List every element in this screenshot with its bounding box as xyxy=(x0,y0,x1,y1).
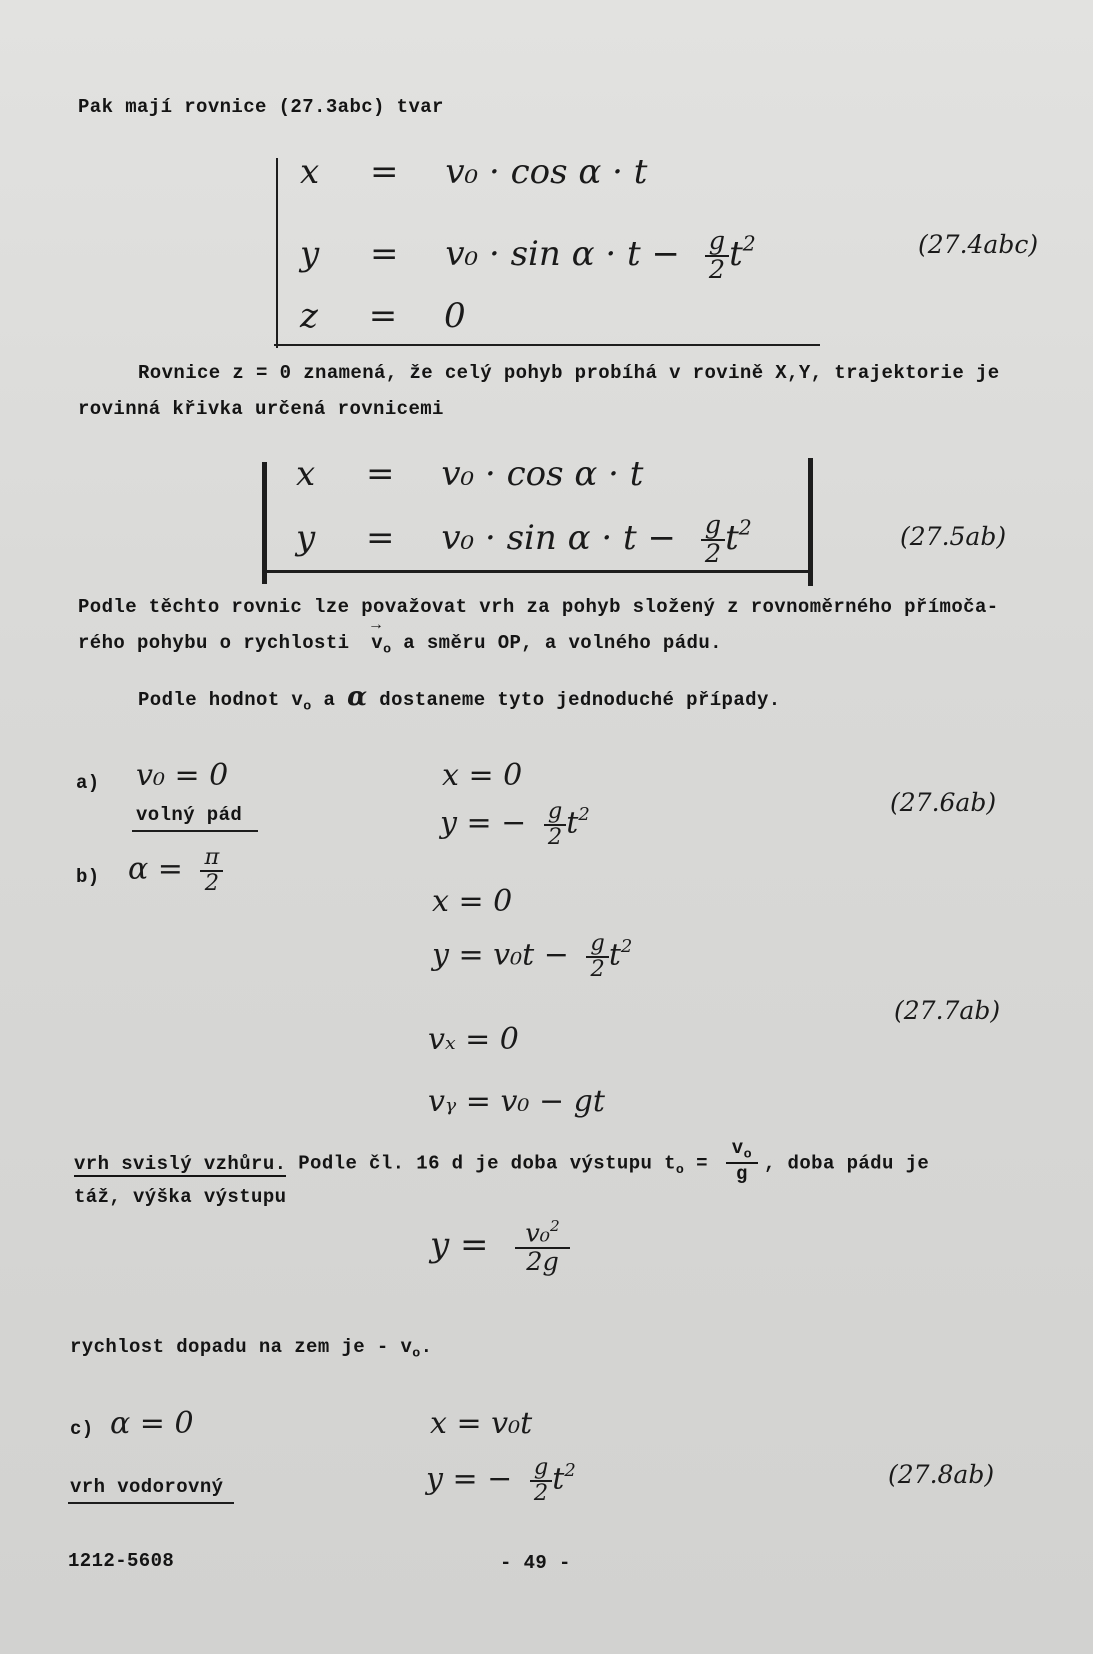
eq275-y-row: y = v₀ · sin α · t − $\frac{g}{2}$ $t^2$ xyxy=(296,510,752,569)
case-a-label: (27.6ab) xyxy=(890,788,997,817)
eq274-z-row xyxy=(300,296,466,336)
eq275-y-tail: t xyxy=(725,517,739,558)
case-c-marker: c) xyxy=(70,1418,94,1440)
p4-a: Podle čl. 16 d je doba výstupu t xyxy=(298,1152,676,1175)
p4-frac-num: v xyxy=(731,1137,744,1159)
p2-vector-v-sub: o xyxy=(383,641,392,657)
case-c-frac-num: g xyxy=(530,1456,552,1482)
eq275-box-bottom xyxy=(262,570,812,573)
p3-a: Podle hodnot v xyxy=(138,689,304,711)
case-b-y-lhs: y = v₀t − xyxy=(432,937,569,973)
p2-vector-v xyxy=(371,632,391,657)
p4-line2: táž, výška výstupu xyxy=(74,1186,287,1208)
case-c-underline xyxy=(68,1502,234,1504)
eq275-y-eq: = xyxy=(366,517,395,558)
eq275-box-right xyxy=(808,458,813,586)
eq274-x-lhs: x xyxy=(300,152,320,192)
case-b-cond-lhs: α = xyxy=(128,851,183,887)
height-eq: y = $\frac{v_0^2}{2g}$ xyxy=(430,1218,570,1276)
p2-line2-b: a směru OP, a volného pádu. xyxy=(403,632,722,654)
p4-frac-den: g xyxy=(735,1163,748,1186)
eq274-label: (27.4abc) xyxy=(918,230,1039,259)
case-b-marker: b) xyxy=(76,866,100,888)
footer-code: 1212-5608 xyxy=(68,1550,175,1572)
eq274-frac-num: g xyxy=(705,228,729,257)
eq275-box-left xyxy=(262,462,267,584)
case-a-marker: a) xyxy=(76,772,100,794)
eq274-y-row: y = v₀ · sin α · t − $\frac{g}{2}$ $t^2$ xyxy=(300,226,756,285)
eq274-y-eq: = xyxy=(370,233,399,274)
case-a-y-row: y = − $\frac{g}{2}$ $t^2$ xyxy=(440,798,590,850)
p1-line2: rovinná křivka určená rovnicemi xyxy=(78,398,444,420)
p3-sub: o xyxy=(303,698,312,714)
case-c-y-lhs: y = − xyxy=(426,1461,513,1497)
case-a-name: volný pád xyxy=(136,804,243,826)
p5-sub: o xyxy=(412,1345,421,1361)
eq274-z-rhs: 0 xyxy=(444,296,466,336)
eq275-x-row xyxy=(296,454,643,494)
height-eq-num: v₀ xyxy=(525,1218,550,1249)
eq274-x-row xyxy=(300,152,647,192)
eq274-z-lhs: z xyxy=(300,296,318,336)
case-c-y-tail: t xyxy=(552,1461,565,1497)
p1-line1: Rovnice z = 0 znamená, že celý pohyb probíhá v rovině X,Y, trajektorie je xyxy=(138,362,1000,384)
p2-line1: Podle těchto rovnic lze považovat vrh za pohyb složený z rovnoměrného přímoča- xyxy=(78,596,999,618)
case-b-vy: vᵧ = v₀ − gt xyxy=(428,1084,605,1119)
case-a-frac-den: 2 xyxy=(547,823,563,850)
case-b-vx: vₓ = 0 xyxy=(428,1022,519,1057)
height-eq-lhs: y = xyxy=(430,1225,489,1266)
p4-sub: o xyxy=(675,1162,685,1178)
eq274-box-bottom xyxy=(274,344,820,346)
p4-frac-num-sub: o xyxy=(743,1146,752,1162)
p4-b: , doba pádu je xyxy=(763,1152,930,1175)
p3-b: a xyxy=(323,689,336,711)
eq274-y-lhs: y xyxy=(300,233,320,274)
case-a-y-lhs: y = − xyxy=(440,805,527,841)
eq275-x-eq: = xyxy=(366,454,395,494)
case-b-label: (27.7ab) xyxy=(894,996,1001,1025)
case-c-cond: α = 0 xyxy=(110,1406,194,1441)
case-b-frac-num: π xyxy=(200,846,223,872)
eq275-y-lhs: y xyxy=(296,517,316,558)
eq275-frac-den: 2 xyxy=(704,538,722,569)
case-c-y-row: y = − $\frac{g}{2}$ $t^2$ xyxy=(426,1454,576,1506)
case-c-label: (27.8ab) xyxy=(888,1460,995,1489)
page-number: - 49 - xyxy=(500,1552,571,1574)
case-b-y-row: y = v₀t − $\frac{g}{2}$ $t^2$ xyxy=(432,930,633,982)
eq274-box-left xyxy=(276,158,278,348)
p2-vector-v-letter: v xyxy=(371,632,384,654)
eq275-frac-num: g xyxy=(701,512,725,541)
case-b-frac2-den: 2 xyxy=(590,955,605,982)
eq274-y-rhs: v₀ · sin α · t − xyxy=(445,233,680,274)
eq275-x-lhs: x xyxy=(296,454,316,494)
p3-c: dostaneme tyto jednoduché případy. xyxy=(379,689,781,711)
p4-line1 xyxy=(74,1137,930,1187)
case-a-underline xyxy=(132,830,258,832)
case-c-x-eq: x = v₀t xyxy=(430,1406,533,1441)
case-a-x-eq: x = 0 xyxy=(442,758,523,793)
eq275-x-rhs: v₀ · cos α · t xyxy=(441,454,644,494)
case-a-cond: v₀ = 0 xyxy=(136,758,229,793)
p4-eq: = xyxy=(696,1152,708,1175)
case-a-y-tail: t xyxy=(566,805,579,841)
eq275-y-rhs: v₀ · sin α · t − xyxy=(441,517,676,558)
p3-alpha: α xyxy=(347,682,368,712)
case-c-frac-den: 2 xyxy=(533,1479,549,1506)
case-b-x-eq: x = 0 xyxy=(432,884,513,919)
case-b-y-tail: t xyxy=(608,937,621,973)
eq274-x-rhs: v₀ · cos α · t xyxy=(445,152,648,192)
p2-line2 xyxy=(78,632,722,657)
intro-text: Pak mají rovnice (27.3abc) tvar xyxy=(78,96,444,118)
p5-b: . xyxy=(420,1336,433,1358)
p3 xyxy=(138,682,781,714)
height-eq-den: 2g xyxy=(526,1247,559,1278)
p5-a: rychlost dopadu na zem je - v xyxy=(70,1336,413,1358)
p4-underlined: vrh svislý vzhůru. xyxy=(74,1152,287,1175)
case-b-frac2-num: g xyxy=(586,932,608,958)
eq274-z-eq: = xyxy=(368,296,398,336)
p5 xyxy=(70,1336,432,1361)
case-b-frac-den: 2 xyxy=(204,869,220,896)
case-c-name: vrh vodorovný xyxy=(70,1476,224,1498)
case-b-cond xyxy=(128,846,223,895)
case-a-frac-num: g xyxy=(544,800,566,826)
eq275-label: (27.5ab) xyxy=(900,522,1007,551)
eq274-x-eq: = xyxy=(370,152,399,192)
p2-line2-a: rého pohybu o rychlosti xyxy=(78,632,350,654)
eq274-y-tail: t xyxy=(729,233,743,274)
eq274-frac-den: 2 xyxy=(708,254,726,285)
